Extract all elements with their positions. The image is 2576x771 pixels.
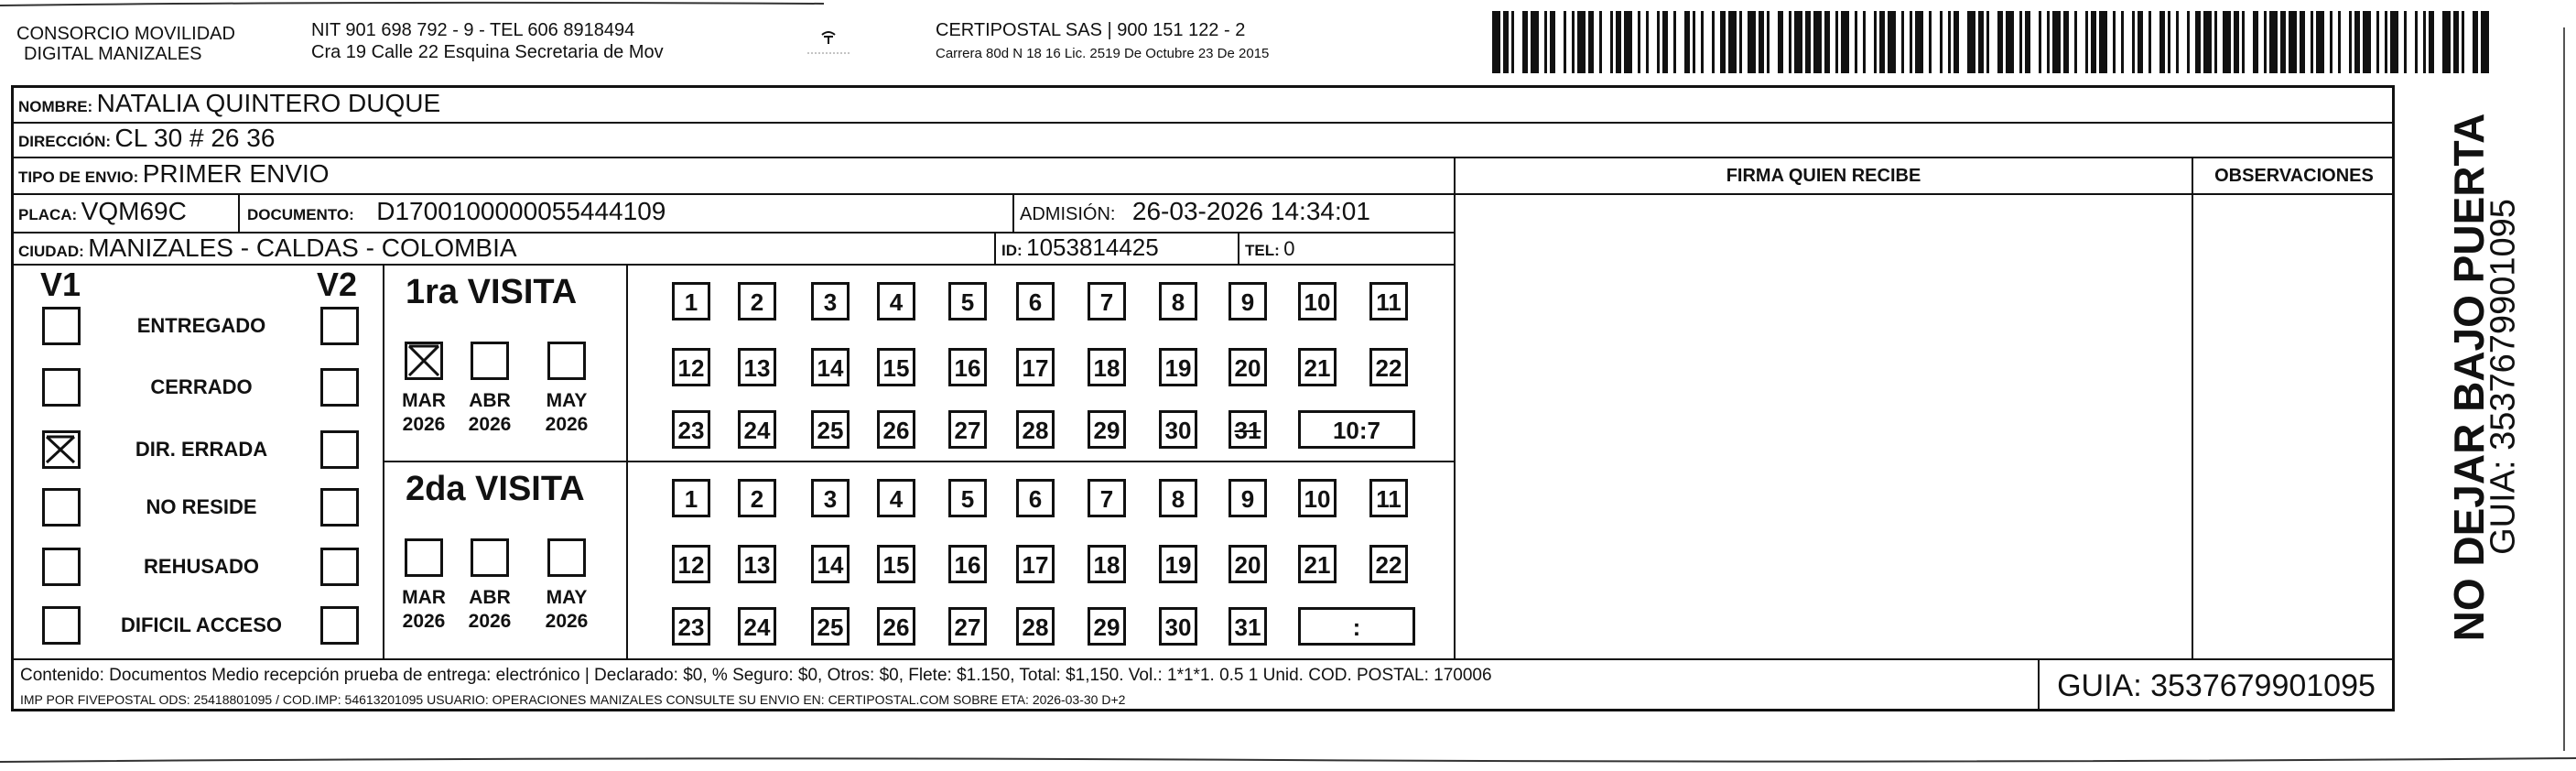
- day-box[interactable]: 27: [948, 410, 987, 449]
- day-box[interactable]: 26: [877, 607, 915, 646]
- id-label: ID:: [1001, 242, 1023, 259]
- status-label: ENTREGADO: [136, 314, 266, 337]
- v1-checkbox[interactable]: [42, 548, 81, 586]
- name-row: [18, 89, 440, 118]
- day-box[interactable]: 6: [1016, 282, 1055, 320]
- time-box[interactable]: 10:7: [1298, 410, 1415, 449]
- month-name: MAR: [402, 390, 446, 411]
- id-row: [1001, 233, 1159, 262]
- id-value: 1053814425: [1026, 233, 1159, 261]
- day-box[interactable]: 10: [1298, 479, 1337, 517]
- day-box[interactable]: 18: [1088, 545, 1126, 583]
- day-box[interactable]: 12: [672, 348, 710, 386]
- month-name: MAR: [402, 587, 446, 608]
- name-value: NATALIA QUINTERO DUQUE: [96, 89, 441, 117]
- shipment-row: [18, 159, 330, 189]
- divider: [994, 232, 996, 264]
- day-box[interactable]: 28: [1016, 607, 1055, 646]
- paper-edge: [0, 751, 2576, 771]
- month-year: 2026: [402, 414, 446, 435]
- v2-label: V2: [317, 266, 358, 303]
- footer-guia: GUIA: 3537679901095: [2057, 668, 2376, 703]
- day-box[interactable]: 12: [672, 545, 710, 583]
- day-box[interactable]: 1: [672, 282, 710, 320]
- day-box[interactable]: 13: [738, 348, 776, 386]
- footer-print-info: IMP POR FIVEPOSTAL ODS: 25418801095 / COD.IMP: 54613201095 USUARIO: OPERACIONES MANIZALES CONSULTE SU ENVIO EN: CERTIPOSTAL.COM SOBRE ETA: 2026-03-30 D+2: [20, 692, 1126, 707]
- day-box[interactable]: 18: [1088, 348, 1126, 386]
- divider: [1456, 193, 2395, 195]
- status-label: CERRADO: [150, 375, 253, 398]
- v2-checkbox[interactable]: [320, 430, 359, 469]
- plate-row: [18, 197, 187, 226]
- month-name: ABR: [469, 390, 511, 411]
- month-name: ABR: [469, 587, 511, 608]
- day-box[interactable]: 11: [1369, 282, 1408, 320]
- day-box[interactable]: 21: [1298, 545, 1337, 583]
- signature-header: FIRMA QUIEN RECIBE: [1726, 166, 1921, 186]
- v1-checkbox[interactable]: [42, 307, 81, 345]
- tel-row: [1245, 237, 1294, 261]
- day-box[interactable]: 21: [1298, 348, 1337, 386]
- admission-row: [1020, 197, 1370, 226]
- day-box[interactable]: 15: [877, 545, 915, 583]
- day-box[interactable]: 28: [1016, 410, 1055, 449]
- status-label: DIFICIL ACCESO: [120, 614, 282, 636]
- day-box[interactable]: 22: [1369, 545, 1408, 583]
- day-box[interactable]: 27: [948, 607, 987, 646]
- side-strip: [2408, 110, 2536, 641]
- divider: [2192, 157, 2193, 658]
- city-label: CIUDAD:: [18, 243, 84, 260]
- v2-checkbox[interactable]: [320, 488, 359, 527]
- divider: [1454, 157, 1456, 658]
- day-box[interactable]: 30: [1159, 607, 1197, 646]
- courier-logo-icon: [796, 26, 860, 62]
- admission-label: ADMISIÓN:: [1020, 204, 1116, 224]
- day-box[interactable]: 8: [1159, 479, 1197, 517]
- month-year: 2026: [468, 414, 512, 435]
- plate-value: VQM69C: [81, 197, 187, 225]
- day-box[interactable]: 23: [672, 607, 710, 646]
- name-label: NOMBRE:: [18, 98, 93, 115]
- city-value: MANIZALES - CALDAS - COLOMBIA: [88, 233, 517, 262]
- day-box[interactable]: 31: [1228, 410, 1267, 449]
- day-box[interactable]: 26: [877, 410, 915, 449]
- status-label: DIR. ERRADA: [135, 438, 268, 461]
- v2-checkbox[interactable]: [320, 307, 359, 345]
- day-box[interactable]: 3: [811, 282, 850, 320]
- courier-line2: Carrera 80d N 18 16 Lic. 2519 De Octubre 23 De 2015: [936, 46, 1270, 61]
- document-value: D1700100000055444109: [376, 197, 666, 225]
- day-box[interactable]: 17: [1016, 545, 1055, 583]
- day-box[interactable]: 20: [1228, 545, 1267, 583]
- visit-title: 1ra VISITA: [406, 273, 578, 311]
- day-box[interactable]: 20: [1228, 348, 1267, 386]
- day-box[interactable]: 29: [1088, 410, 1126, 449]
- observations-header: OBSERVACIONES: [2214, 166, 2374, 186]
- day-box[interactable]: 29: [1088, 607, 1126, 646]
- shipment-value: PRIMER ENVIO: [142, 159, 330, 188]
- v1-checkbox[interactable]: [42, 606, 81, 645]
- day-box[interactable]: 2: [738, 282, 776, 320]
- shipment-label: TIPO DE ENVIO:: [18, 168, 139, 186]
- day-box[interactable]: 23: [672, 410, 710, 449]
- month-name: MAY: [546, 390, 588, 411]
- address-row: [18, 124, 275, 153]
- month-checkbox[interactable]: [547, 538, 586, 577]
- divider: [1238, 232, 1239, 264]
- day-box[interactable]: 25: [811, 410, 850, 449]
- document-row: [247, 197, 666, 226]
- day-box[interactable]: 17: [1016, 348, 1055, 386]
- month-name: MAY: [546, 587, 588, 608]
- day-box[interactable]: 9: [1228, 479, 1267, 517]
- company-name-line1: CONSORCIO MOVILIDAD: [16, 24, 235, 44]
- month-checkbox[interactable]: [405, 342, 443, 380]
- month-year: 2026: [402, 611, 446, 632]
- month-checkbox[interactable]: [405, 538, 443, 577]
- day-box[interactable]: 3: [811, 479, 850, 517]
- side-warning: NO DEJAR BAJO PUERTA: [2445, 113, 2493, 642]
- address-value: CL 30 # 26 36: [114, 124, 276, 152]
- day-box[interactable]: 4: [877, 479, 915, 517]
- day-box[interactable]: 14: [811, 545, 850, 583]
- tel-value: 0: [1283, 237, 1295, 260]
- day-box[interactable]: 5: [948, 479, 987, 517]
- side-guia: GUIA: 3537679901095: [2484, 199, 2523, 555]
- nit-line2: Cra 19 Calle 22 Esquina Secretaria de Mov: [311, 42, 664, 62]
- divider: [1012, 193, 1014, 232]
- day-box[interactable]: 7: [1088, 479, 1126, 517]
- month-year: 2026: [545, 414, 589, 435]
- time-box[interactable]: :: [1298, 607, 1415, 646]
- day-box[interactable]: 24: [738, 607, 776, 646]
- day-box[interactable]: 19: [1159, 348, 1197, 386]
- day-box[interactable]: 9: [1228, 282, 1267, 320]
- day-box[interactable]: 15: [877, 348, 915, 386]
- month-checkbox[interactable]: [471, 342, 509, 380]
- day-box[interactable]: 25: [811, 607, 850, 646]
- day-box[interactable]: 7: [1088, 282, 1126, 320]
- plate-label: PLACA:: [18, 206, 78, 223]
- day-box[interactable]: 1: [672, 479, 710, 517]
- day-box[interactable]: 22: [1369, 348, 1408, 386]
- address-label: DIRECCIÓN:: [18, 133, 112, 150]
- month-year: 2026: [545, 611, 589, 632]
- v2-checkbox[interactable]: [320, 548, 359, 586]
- v2-checkbox[interactable]: [320, 368, 359, 407]
- divider: [238, 193, 240, 232]
- day-box[interactable]: 4: [877, 282, 915, 320]
- day-box[interactable]: 11: [1369, 479, 1408, 517]
- tel-label: TEL:: [1245, 242, 1280, 259]
- status-label: NO RESIDE: [146, 495, 257, 518]
- day-box[interactable]: 14: [811, 348, 850, 386]
- v2-checkbox[interactable]: [320, 606, 359, 645]
- divider: [383, 461, 1456, 462]
- day-box[interactable]: 5: [948, 282, 987, 320]
- footer-content: Contenido: Documentos Medio recepción prueba de entrega: electrónico | Declarado: $0, % Seguro: $0, Otros: $0, Flete: $1.150, Total: $1,150. Vol.: 1*1*1. 0.5 1 Unid. COD. POSTAL: 170006: [20, 666, 1492, 685]
- city-row: [18, 233, 517, 263]
- visit-title: 2da VISITA: [406, 470, 585, 508]
- day-box[interactable]: 8: [1159, 282, 1197, 320]
- v1-checkbox[interactable]: [42, 430, 81, 469]
- courier-line1: CERTIPOSTAL SAS | 900 151 122 - 2: [936, 20, 1246, 40]
- v1-checkbox[interactable]: [42, 488, 81, 527]
- day-box[interactable]: 13: [738, 545, 776, 583]
- paper-edge-right: [2563, 27, 2565, 751]
- status-label: REHUSADO: [144, 555, 259, 578]
- day-box[interactable]: 24: [738, 410, 776, 449]
- day-box[interactable]: 19: [1159, 545, 1197, 583]
- month-checkbox[interactable]: [547, 342, 586, 380]
- divider: [11, 122, 2395, 124]
- v1-label: V1: [40, 266, 81, 303]
- day-box[interactable]: 16: [948, 545, 987, 583]
- divider: [11, 157, 2395, 158]
- paper-edge-top: [0, 0, 2576, 13]
- day-box[interactable]: 31: [1228, 607, 1267, 646]
- month-year: 2026: [468, 611, 512, 632]
- day-box[interactable]: 2: [738, 479, 776, 517]
- admission-value: 26-03-2026 14:34:01: [1131, 197, 1370, 225]
- company-name-line2: DIGITAL MANIZALES: [24, 44, 202, 64]
- barcode-icon: [1492, 11, 2490, 73]
- divider: [11, 264, 1456, 266]
- v1-checkbox[interactable]: [42, 368, 81, 407]
- day-box[interactable]: 30: [1159, 410, 1197, 449]
- day-box[interactable]: 16: [948, 348, 987, 386]
- day-box[interactable]: 6: [1016, 479, 1055, 517]
- nit-line1: NIT 901 698 792 - 9 - TEL 606 8918494: [311, 20, 635, 40]
- document-label: DOCUMENTO:: [247, 206, 354, 223]
- day-box[interactable]: 10: [1298, 282, 1337, 320]
- month-checkbox[interactable]: [471, 538, 509, 577]
